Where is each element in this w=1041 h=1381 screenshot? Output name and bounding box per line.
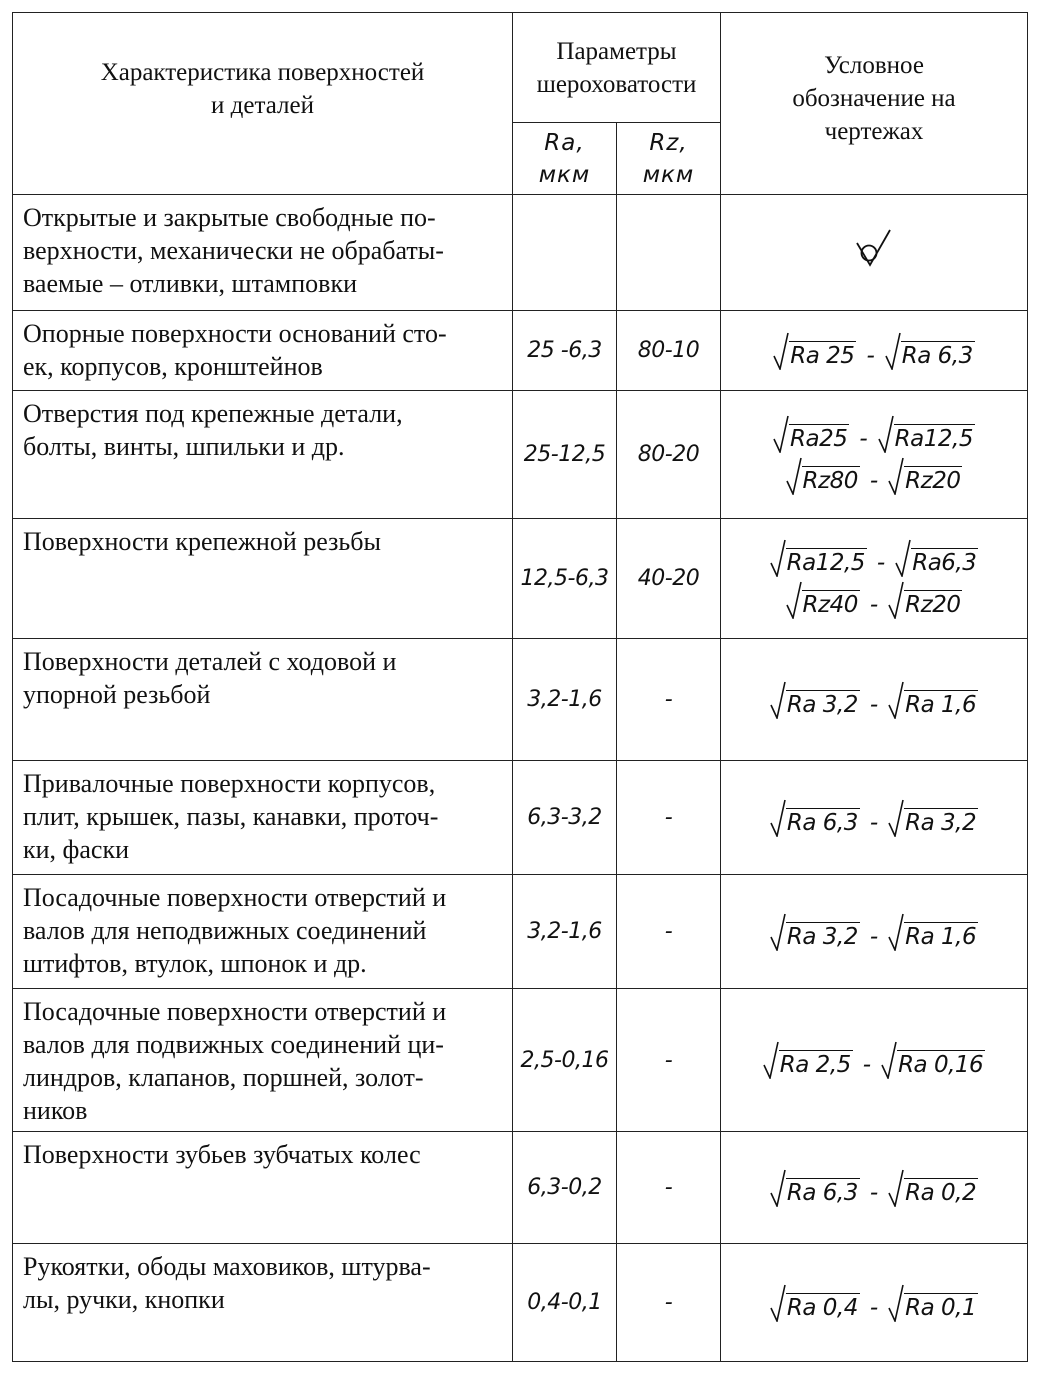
table-row	[13, 875, 1028, 989]
roughness-value	[888, 581, 962, 619]
roughness-sign-icon	[888, 581, 904, 619]
roughness-sign-icon	[770, 681, 786, 719]
drawing-symbol	[721, 761, 1028, 875]
roughness-sign-icon	[888, 1284, 904, 1322]
roughness-value	[773, 332, 856, 370]
surface-description	[13, 989, 513, 1132]
range-dash: -	[869, 467, 879, 494]
surface-description	[13, 311, 513, 391]
rz-value: -	[617, 1244, 721, 1362]
symbol-line	[721, 1284, 1027, 1322]
surface-description	[13, 639, 513, 761]
roughness-value-text: Ra 6,3	[901, 342, 973, 369]
drawing-symbol	[721, 195, 1028, 311]
roughness-sign-icon	[770, 913, 786, 951]
symbol-line	[721, 581, 1027, 619]
roughness-value	[888, 799, 978, 837]
rz-value: -	[617, 639, 721, 761]
ra-value: 25 -6,3	[513, 311, 617, 391]
surface-description	[13, 875, 513, 989]
roughness-value	[888, 681, 978, 719]
table-row	[13, 989, 1028, 1132]
header-params	[513, 13, 721, 123]
roughness-value-text: Ra 25	[790, 342, 855, 369]
header-rz-text: Rz, мкм	[642, 129, 695, 188]
symbol-line	[721, 1041, 1027, 1079]
roughness-sign-icon	[888, 1169, 904, 1207]
roughness-sign-icon	[770, 1284, 786, 1322]
roughness-value	[770, 1169, 860, 1207]
ra-value	[513, 195, 617, 311]
header-rz	[617, 123, 721, 195]
surface-description-text: Посадочные поверхности отверстий и валов для подвижных соединений ци- линдров, клапанов, поршней, золот- ников	[23, 997, 447, 1125]
range-dash: -	[866, 342, 875, 369]
rz-value: -	[617, 1132, 721, 1244]
roughness-value	[885, 332, 975, 370]
rz-value: -	[617, 989, 721, 1132]
roughness-value	[770, 1284, 860, 1322]
range-dash: -	[862, 1052, 872, 1078]
roughness-sign-icon	[885, 332, 901, 370]
roughness-value	[786, 581, 860, 619]
surface-description	[13, 1244, 513, 1362]
ra-value: 12,5-6,3	[513, 519, 617, 639]
range-dash: -	[869, 809, 879, 836]
roughness-sign-icon	[763, 1041, 779, 1079]
roughness-value-text: Rz20	[905, 467, 961, 494]
surface-description-text: Поверхности крепежной резьбы	[23, 527, 381, 556]
ra-value: 3,2-1,6	[513, 639, 617, 761]
table-row	[13, 391, 1028, 519]
roughness-value	[770, 681, 860, 719]
roughness-value-text: Rz20	[905, 591, 961, 618]
ra-value: 25-12,5	[513, 391, 617, 519]
roughness-value-text: Ra12,5	[894, 425, 973, 452]
drawing-symbol	[721, 519, 1028, 639]
roughness-value	[888, 1169, 978, 1207]
surface-description	[13, 761, 513, 875]
roughness-value	[878, 415, 975, 453]
roughness-value	[770, 913, 860, 951]
range-dash: -	[869, 1179, 879, 1206]
roughness-value-text: Ra25	[790, 425, 848, 452]
rz-value: -	[617, 761, 721, 875]
surface-description-text: Посадочные поверхности отверстий и валов для неподвижных соединений штифтов, втулок, шпонок и др.	[23, 883, 447, 978]
roughness-value	[763, 1041, 853, 1079]
roughness-value-text: Ra 6,3	[786, 809, 858, 836]
table-row	[13, 761, 1028, 875]
range-dash: -	[869, 923, 879, 950]
ra-value: 2,5-0,16	[513, 989, 617, 1132]
roughness-value-text: Ra 1,6	[905, 923, 977, 950]
roughness-value-text: Ra 2,5	[779, 1052, 851, 1078]
surface-description-text: Поверхности деталей с ходовой и упорной резьбой	[23, 647, 397, 709]
surface-description-text: Рукоятки, ободы маховиков, штурва- лы, ручки, кнопки	[23, 1252, 431, 1314]
header-ra	[513, 123, 617, 195]
roughness-value-text: Ra 3,2	[786, 691, 858, 718]
ra-value: 6,3-3,2	[513, 761, 617, 875]
roughness-table	[12, 12, 1028, 1362]
drawing-symbol	[721, 639, 1028, 761]
roughness-sign-icon	[881, 1041, 897, 1079]
range-dash: -	[869, 691, 879, 718]
symbol-line	[721, 415, 1027, 453]
roughness-value-text: Ra 0,4	[786, 1294, 858, 1321]
symbol-line	[721, 539, 1027, 577]
surface-description-text: Открытые и закрытые свободные по- верхности, механически не обрабаты- ваемые – отливки, штамповки	[23, 203, 444, 298]
roughness-value	[888, 457, 962, 495]
roughness-value-text: Ra 1,6	[905, 691, 977, 718]
range-dash: -	[869, 591, 879, 618]
rz-value: -	[617, 875, 721, 989]
surface-description	[13, 519, 513, 639]
roughness-value	[770, 539, 867, 577]
rz-value	[617, 195, 721, 311]
surface-description	[13, 1132, 513, 1244]
table-row	[13, 1244, 1028, 1362]
symbol-line	[721, 457, 1027, 495]
surface-description-text: Отверстия под крепежные детали, болты, винты, шпильки и др.	[23, 399, 403, 461]
roughness-value-text: Ra6,3	[912, 549, 977, 576]
header-characteristic	[13, 13, 513, 195]
drawing-symbol	[721, 875, 1028, 989]
symbol-line	[721, 332, 1027, 370]
surface-description-text: Опорные поверхности оснований сто- ек, корпусов, кронштейнов	[23, 319, 447, 381]
roughness-sign-icon	[888, 457, 904, 495]
drawing-symbol	[721, 1244, 1028, 1362]
symbol-line	[721, 1169, 1027, 1207]
table-row	[13, 1132, 1028, 1244]
header-symbol-text: Условное обозначение на чертежах	[792, 52, 956, 145]
roughness-sign-icon	[773, 332, 789, 370]
roughness-value-text: Ra 3,2	[905, 809, 977, 836]
roughness-sign-icon	[888, 681, 904, 719]
roughness-value	[773, 415, 849, 453]
roughness-value-text: Rz40	[802, 591, 858, 618]
symbol-line	[721, 681, 1027, 719]
roughness-sign-icon	[773, 415, 789, 453]
roughness-value-text: Ra 3,2	[786, 923, 858, 950]
range-dash: -	[859, 425, 868, 452]
roughness-sign-icon	[786, 581, 802, 619]
drawing-symbol	[721, 1132, 1028, 1244]
roughness-value	[770, 799, 860, 837]
roughness-value	[786, 457, 860, 495]
roughness-sign-icon	[770, 799, 786, 837]
rz-value: 80-20	[617, 391, 721, 519]
header-ra-text: Ra, мкм	[538, 129, 591, 188]
ra-value: 0,4-0,1	[513, 1244, 617, 1362]
roughness-value-text: Ra 6,3	[786, 1179, 858, 1206]
rz-value: 40-20	[617, 519, 721, 639]
roughness-value	[888, 1284, 978, 1322]
roughness-sign-icon	[770, 539, 786, 577]
ra-value: 3,2-1,6	[513, 875, 617, 989]
roughness-sign-icon	[888, 913, 904, 951]
header-symbol	[721, 13, 1028, 195]
roughness-sign-icon	[878, 415, 894, 453]
roughness-value	[881, 1041, 985, 1079]
roughness-value-text: Ra12,5	[786, 549, 865, 576]
surface-description-text: Поверхности зубьев зубчатых колес	[23, 1140, 421, 1169]
roughness-sign-icon	[786, 457, 802, 495]
roughness-value-text: Ra 0,16	[898, 1052, 984, 1078]
drawing-symbol	[721, 311, 1028, 391]
rz-value: 80-10	[617, 311, 721, 391]
drawing-symbol	[721, 989, 1028, 1132]
roughness-value-text: Ra 0,2	[905, 1179, 977, 1206]
header-params-text: Параметры шероховатости	[536, 37, 697, 98]
header-characteristic-text: Характеристика поверхностей и деталей	[100, 58, 425, 119]
table-row	[13, 519, 1028, 639]
symbol-line	[721, 799, 1027, 837]
roughness-sign-icon	[770, 1169, 786, 1207]
surface-description-text: Привалочные поверхности корпусов, плит, крышек, пазы, канавки, проточ- ки, фаски	[23, 769, 439, 864]
roughness-value-text: Ra 0,1	[905, 1294, 977, 1321]
roughness-value-text: Rz80	[802, 467, 858, 494]
roughness-value	[888, 913, 978, 951]
range-dash: -	[876, 549, 886, 576]
roughness-value	[895, 539, 978, 577]
surface-description	[13, 391, 513, 519]
ra-value: 6,3-0,2	[513, 1132, 617, 1244]
table-row	[13, 311, 1028, 391]
roughness-sign-icon	[895, 539, 911, 577]
drawing-symbol	[721, 391, 1028, 519]
range-dash: -	[869, 1294, 879, 1321]
table-row	[13, 639, 1028, 761]
table-row	[13, 195, 1028, 311]
surface-description	[13, 195, 513, 311]
symbol-line	[721, 913, 1027, 951]
unmachined-surface-roughness-symbol-icon	[854, 227, 894, 267]
roughness-sign-icon	[888, 799, 904, 837]
